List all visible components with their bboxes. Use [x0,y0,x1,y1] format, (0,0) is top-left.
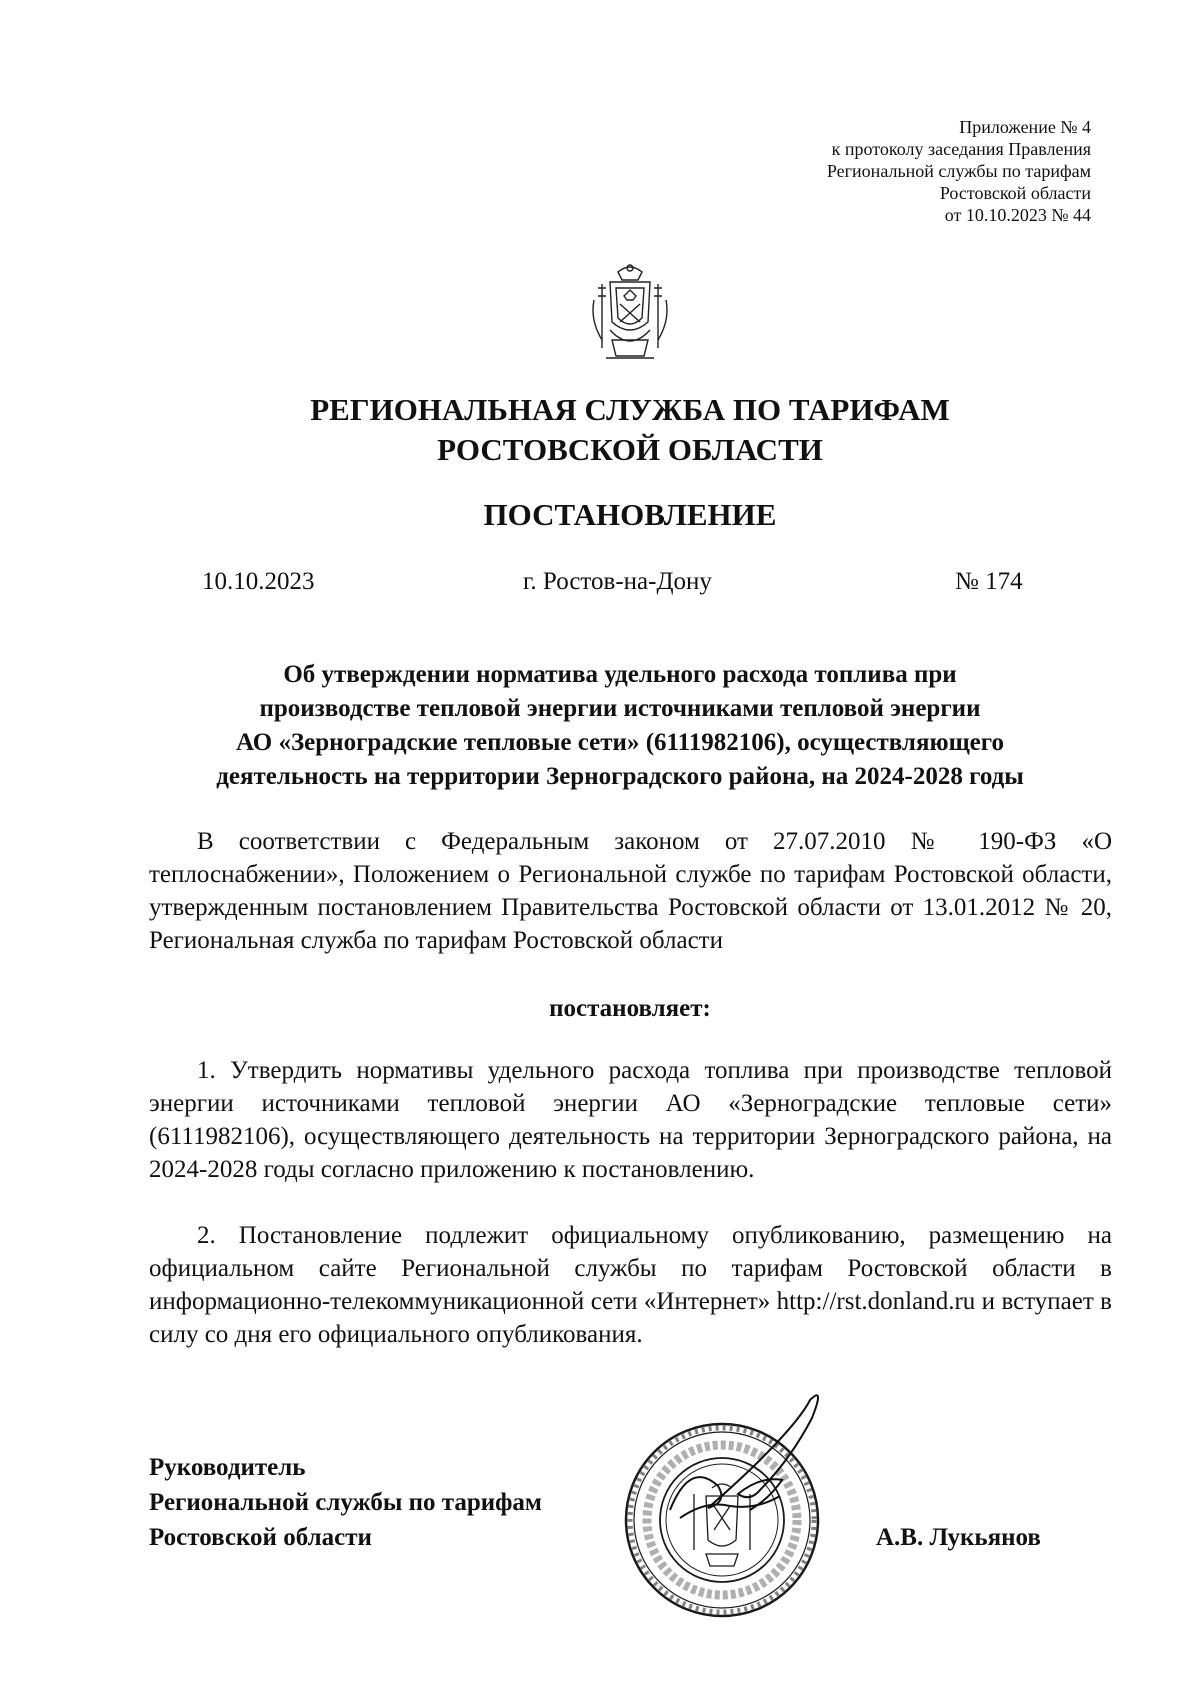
document-number: № 174 [955,568,1023,595]
signer-title [149,1450,542,1555]
signer-title-line: Региональной службы по тарифам [149,1489,542,1516]
signer-name: А.В. Лукьянов [876,1524,1041,1551]
document-city: г. Ростов-на-Дону [523,568,712,595]
signer-title-line: Ростовской области [149,1524,372,1551]
document-subject [150,658,1090,794]
appendix-line: Приложение № 4 [959,117,1091,137]
signer-title-line: Руководитель [149,1454,306,1481]
appendix-line: Региональной службы по тарифам [826,161,1091,181]
document-type: ПОСТАНОВЛЕНИЕ [483,497,777,532]
document-date: 10.10.2023 [202,568,315,595]
appendix-line: Ростовской области [939,183,1091,203]
subject-line: производстве тепловой энергии источниками тепловой энергии [259,695,981,722]
org-line: РОСТОВСКОЙ ОБЛАСТИ [437,432,823,467]
coat-of-arms-icon [580,260,680,365]
preamble-paragraph: В соответствии с Федеральным законом от 27.07.2010 № 190-ФЗ «О теплоснабжении», Положением о Региональной службе по тарифам Ростовской области, утвержденным постановлением Правительства Ростовской области от 13.01.2012 № 20, Региональная служба по тарифам Ростовской области [149,828,1112,954]
org-line: РЕГИОНАЛЬНАЯ СЛУЖБА ПО ТАРИФАМ [310,392,950,427]
official-seal-icon [610,1390,850,1620]
resolves-heading: постановляет: [549,995,711,1022]
resolution-item: 2. Постановление подлежит официальному опубликованию, размещению на официальном сайте Региональной службы по тарифам Ростовской области в информационно-телекоммуникационной сети «Интернет» http://rst.donland.ru и вступает в силу со дня его официального опубликования. [149,1222,1112,1348]
resolution-item: 1. Утвердить нормативы удельного расхода топлива при производстве тепловой энергии источниками тепловой энергии АО «Зерноградские тепловые сети» (6111982106), осуществляющего деятельность на территории Зерноградского района, на 2024-2028 годы согласно приложению к постановлению. [149,1057,1112,1183]
subject-line: Об утверждении норматива удельного расхода топлива при [283,661,957,688]
organization-name [0,390,1200,470]
appendix-line: от 10.10.2023 № 44 [944,205,1091,225]
subject-line: деятельность на территории Зерноградского района, на 2024-2028 годы [216,763,1024,790]
subject-line: АО «Зерноградские тепловые сети» (6111982106), осуществляющего [235,729,1005,756]
appendix-note [671,116,1091,226]
appendix-line: к протоколу заседания Правления [831,139,1091,159]
